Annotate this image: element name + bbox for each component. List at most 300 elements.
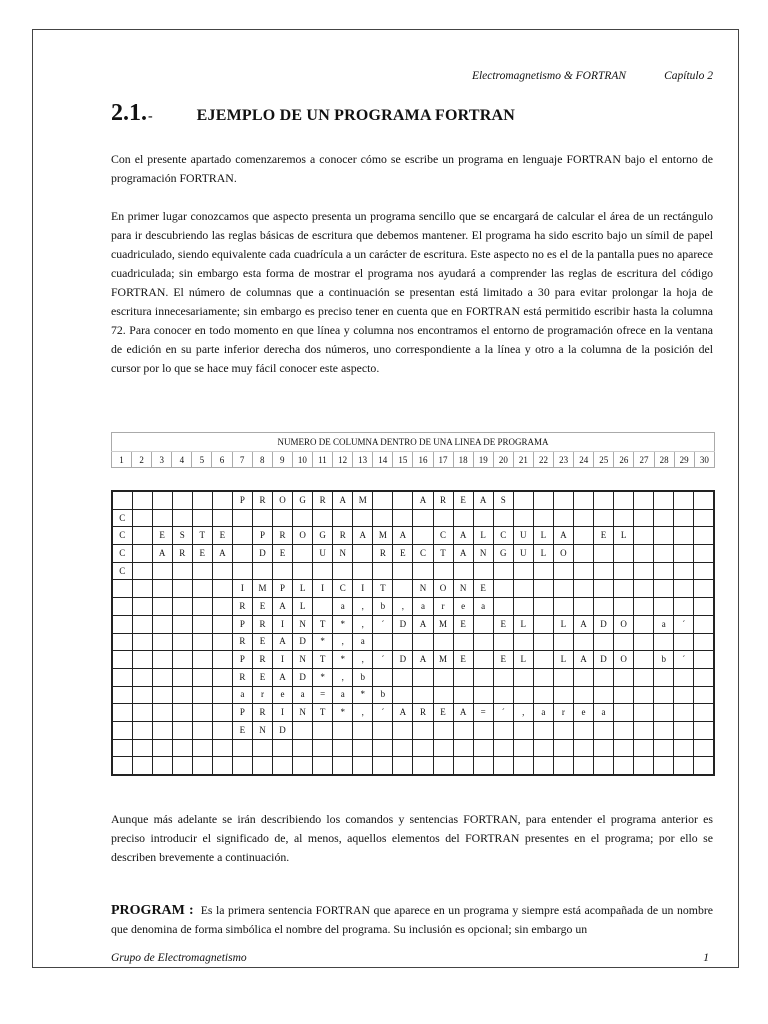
- grid-cell: [654, 545, 674, 563]
- grid-cell: [513, 721, 533, 739]
- grid-cell: ,: [333, 633, 353, 651]
- grid-cell: N: [252, 721, 272, 739]
- column-number: 10: [292, 452, 312, 468]
- grid-cell: [132, 668, 152, 686]
- grid-cell: [313, 721, 333, 739]
- grid-cell: [413, 739, 433, 757]
- grid-cell: [393, 580, 413, 598]
- grid-cell: [212, 598, 232, 616]
- grid-cell: ,: [353, 651, 373, 669]
- grid-cell: [674, 527, 694, 545]
- grid-cell: O: [433, 580, 453, 598]
- grid-cell: E: [433, 704, 453, 722]
- column-number: 30: [694, 452, 714, 468]
- grid-cell: [634, 686, 654, 704]
- grid-cell: A: [473, 491, 493, 509]
- grid-cell: [513, 686, 533, 704]
- column-number: 22: [533, 452, 553, 468]
- grid-cell: [132, 615, 152, 633]
- grid-cell: [192, 739, 212, 757]
- grid-cell: [212, 580, 232, 598]
- grid-cell: [594, 739, 614, 757]
- grid-cell: [172, 668, 192, 686]
- grid-cell: U: [513, 545, 533, 563]
- grid-cell: *: [313, 668, 333, 686]
- grid-cell: b: [654, 651, 674, 669]
- grid-cell: [513, 491, 533, 509]
- grid-cell: [654, 491, 674, 509]
- grid-cell: [212, 721, 232, 739]
- grid-cell: [573, 562, 593, 580]
- grid-cell: A: [453, 704, 473, 722]
- grid-cell: [594, 633, 614, 651]
- grid-row: [112, 545, 714, 563]
- grid-cell: [112, 721, 132, 739]
- grid-cell: [573, 633, 593, 651]
- grid-cell: E: [594, 527, 614, 545]
- grid-row: [112, 704, 714, 722]
- grid-cell: [614, 580, 634, 598]
- grid-cell: a: [353, 633, 373, 651]
- grid-cell: [192, 509, 212, 527]
- grid-cell: [513, 757, 533, 775]
- grid-cell: C: [333, 580, 353, 598]
- grid-cell: [573, 757, 593, 775]
- grid-cell: C: [112, 527, 132, 545]
- grid-cell: [694, 668, 714, 686]
- grid-cell: [373, 721, 393, 739]
- grid-cell: [132, 651, 152, 669]
- intro-paragraph: Con el presente apartado comenzaremos a conocer cómo se escribe un programa en lenguaje FORTRAN bajo el entorno de programación FORTRAN.: [111, 152, 713, 185]
- grid-cell: T: [373, 580, 393, 598]
- column-number: 13: [353, 452, 373, 468]
- column-number: 25: [594, 452, 614, 468]
- section-title: EJEMPLO DE UN PROGRAMA FORTRAN: [196, 107, 515, 124]
- grid-cell: [453, 633, 473, 651]
- grid-cell: [594, 757, 614, 775]
- grid-cell: [634, 651, 654, 669]
- grid-cell: [453, 509, 473, 527]
- grid-cell: [132, 739, 152, 757]
- grid-cell: [614, 491, 634, 509]
- grid-cell: [674, 598, 694, 616]
- grid-cell: [493, 757, 513, 775]
- grid-cell: [413, 686, 433, 704]
- grid-cell: [533, 739, 553, 757]
- grid-cell: [172, 580, 192, 598]
- grid-cell: L: [473, 527, 493, 545]
- section-dash: -: [148, 109, 153, 124]
- grid-cell: [212, 615, 232, 633]
- explanation-paragraph: Aunque más adelante se irán describiendo los comandos y sentencias FORTRAN, para entender el programa anterior es preciso introducir el significado de, al menos, aquellos elementos del FORTRAN presentes en el programa; por ello se describen brevemente a continuación.: [111, 812, 713, 864]
- grid-cell: [152, 686, 172, 704]
- grid-cell: [674, 721, 694, 739]
- grid-cell: [473, 757, 493, 775]
- grid-cell: [433, 668, 453, 686]
- grid-cell: D: [273, 721, 293, 739]
- grid-cell: [112, 580, 132, 598]
- grid-cell: L: [513, 651, 533, 669]
- grid-cell: [313, 757, 333, 775]
- grid-cell: [132, 598, 152, 616]
- grid-cell: P: [232, 704, 252, 722]
- grid-cell: [293, 562, 313, 580]
- grid-cell: S: [493, 491, 513, 509]
- grid-row: [112, 651, 714, 669]
- grid-cell: [533, 615, 553, 633]
- grid-cell: [373, 633, 393, 651]
- grid-row: [112, 739, 714, 757]
- grid-cell: e: [273, 686, 293, 704]
- grid-cell: E: [192, 545, 212, 563]
- grid-cell: [132, 580, 152, 598]
- grid-cell: a: [413, 598, 433, 616]
- grid-cell: [152, 633, 172, 651]
- grid-cell: O: [273, 491, 293, 509]
- grid-cell: L: [553, 651, 573, 669]
- grid-cell: a: [594, 704, 614, 722]
- grid-cell: A: [273, 598, 293, 616]
- grid-cell: r: [252, 686, 272, 704]
- grid-cell: [694, 757, 714, 775]
- grid-cell: [473, 615, 493, 633]
- grid-cell: R: [373, 545, 393, 563]
- grid-cell: *: [333, 615, 353, 633]
- grid-cell: [674, 739, 694, 757]
- grid-cell: R: [252, 651, 272, 669]
- grid-cell: A: [413, 491, 433, 509]
- grid-cell: R: [252, 615, 272, 633]
- grid-cell: [373, 739, 393, 757]
- grid-cell: [573, 545, 593, 563]
- page-footer: [111, 952, 709, 964]
- grid-cell: *: [313, 633, 333, 651]
- grid-cell: [674, 545, 694, 563]
- grid-cell: [353, 757, 373, 775]
- grid-cell: R: [333, 527, 353, 545]
- grid-cell: [112, 739, 132, 757]
- grid-cell: [232, 757, 252, 775]
- grid-cell: E: [493, 651, 513, 669]
- grid-cell: [634, 668, 654, 686]
- column-number: 23: [554, 452, 574, 468]
- grid-cell: [152, 704, 172, 722]
- grid-cell: R: [313, 491, 333, 509]
- grid-cell: [353, 562, 373, 580]
- grid-cell: [614, 686, 634, 704]
- column-numbers-row: [112, 452, 715, 468]
- grid-cell: *: [353, 686, 373, 704]
- grid-row: [112, 668, 714, 686]
- grid-cell: N: [293, 704, 313, 722]
- grid-cell: [413, 527, 433, 545]
- grid-cell: [132, 757, 152, 775]
- grid-cell: C: [413, 545, 433, 563]
- grid-cell: [273, 757, 293, 775]
- grid-cell: [212, 509, 232, 527]
- grid-cell: [573, 580, 593, 598]
- grid-cell: [433, 739, 453, 757]
- grid-cell: [393, 721, 413, 739]
- grid-cell: [614, 598, 634, 616]
- grid-cell: [553, 633, 573, 651]
- grid-cell: =: [473, 704, 493, 722]
- grid-cell: [553, 686, 573, 704]
- grid-cell: [172, 757, 192, 775]
- grid-cell: [533, 598, 553, 616]
- grid-cell: [212, 739, 232, 757]
- grid-cell: [533, 633, 553, 651]
- grid-cell: [252, 562, 272, 580]
- grid-cell: L: [293, 580, 313, 598]
- grid-cell: [252, 739, 272, 757]
- grid-cell: P: [232, 491, 252, 509]
- grid-row: [112, 598, 714, 616]
- grid-cell: A: [453, 527, 473, 545]
- grid-cell: [694, 721, 714, 739]
- grid-cell: C: [112, 562, 132, 580]
- running-header: [472, 70, 713, 82]
- grid-cell: [192, 668, 212, 686]
- grid-cell: R: [252, 491, 272, 509]
- grid-cell: [674, 509, 694, 527]
- grid-cell: [513, 668, 533, 686]
- grid-cell: [694, 651, 714, 669]
- grid-cell: [393, 739, 413, 757]
- grid-cell: [192, 580, 212, 598]
- grid-cell: [674, 491, 694, 509]
- column-number: 19: [473, 452, 493, 468]
- grid-cell: I: [273, 651, 293, 669]
- grid-cell: A: [273, 633, 293, 651]
- grid-cell: [152, 491, 172, 509]
- header-chapter: Capítulo 2: [664, 70, 713, 82]
- grid-cell: [493, 686, 513, 704]
- grid-cell: [132, 509, 152, 527]
- grid-cell: [553, 562, 573, 580]
- grid-cell: T: [313, 651, 333, 669]
- grid-cell: [373, 509, 393, 527]
- grid-cell: [573, 509, 593, 527]
- grid-cell: D: [252, 545, 272, 563]
- grid-cell: [634, 757, 654, 775]
- grid-cell: I: [273, 704, 293, 722]
- grid-cell: [353, 545, 373, 563]
- grid-cell: R: [232, 633, 252, 651]
- grid-cell: [473, 651, 493, 669]
- grid-cell: [573, 491, 593, 509]
- grid-cell: [694, 562, 714, 580]
- grid-cell: [634, 739, 654, 757]
- grid-cell: M: [373, 527, 393, 545]
- grid-cell: ´: [373, 615, 393, 633]
- grid-cell: R: [232, 598, 252, 616]
- column-number: 24: [574, 452, 594, 468]
- grid-cell: [654, 757, 674, 775]
- grid-cell: [674, 686, 694, 704]
- grid-cell: [273, 562, 293, 580]
- grid-cell: E: [453, 615, 473, 633]
- grid-cell: E: [273, 545, 293, 563]
- column-number: 17: [433, 452, 453, 468]
- grid-cell: [533, 491, 553, 509]
- grid-cell: E: [473, 580, 493, 598]
- grid-cell: L: [293, 598, 313, 616]
- column-number: 21: [513, 452, 533, 468]
- grid-cell: [674, 757, 694, 775]
- grid-cell: [654, 633, 674, 651]
- grid-cell: [333, 721, 353, 739]
- grid-cell: G: [313, 527, 333, 545]
- grid-cell: [152, 668, 172, 686]
- grid-cell: [553, 598, 573, 616]
- grid-cell: [212, 491, 232, 509]
- grid-cell: [594, 721, 614, 739]
- grid-cell: [634, 509, 654, 527]
- grid-cell: [152, 598, 172, 616]
- grid-cell: E: [252, 598, 272, 616]
- grid-cell: T: [433, 545, 453, 563]
- grid-cell: [112, 633, 132, 651]
- grid-cell: a: [654, 615, 674, 633]
- grid-cell: T: [313, 615, 333, 633]
- grid-cell: P: [273, 580, 293, 598]
- grid-cell: [192, 686, 212, 704]
- column-number: 14: [373, 452, 393, 468]
- grid-cell: [654, 686, 674, 704]
- grid-cell: E: [152, 527, 172, 545]
- grid-cell: [573, 739, 593, 757]
- grid-cell: C: [112, 545, 132, 563]
- grid-cell: [152, 509, 172, 527]
- grid-cell: [273, 509, 293, 527]
- grid-cell: O: [614, 651, 634, 669]
- grid-cell: [553, 668, 573, 686]
- grid-cell: [674, 704, 694, 722]
- grid-cell: [413, 562, 433, 580]
- grid-cell: [433, 633, 453, 651]
- grid-cell: r: [433, 598, 453, 616]
- grid-cell: [112, 615, 132, 633]
- grid-cell: [453, 668, 473, 686]
- grid-cell: [293, 757, 313, 775]
- grid-cell: [553, 721, 573, 739]
- grid-row: [112, 562, 714, 580]
- grid-cell: [192, 651, 212, 669]
- grid-cell: a: [533, 704, 553, 722]
- grid-cell: N: [293, 651, 313, 669]
- grid-cell: [192, 598, 212, 616]
- grid-cell: [192, 721, 212, 739]
- grid-cell: [453, 757, 473, 775]
- grid-cell: [694, 598, 714, 616]
- grid-cell: [112, 491, 132, 509]
- grid-cell: O: [614, 615, 634, 633]
- column-number: 6: [212, 452, 232, 468]
- program-keyword-description: Es la primera sentencia FORTRAN que aparece en un programa y siempre está acompañada de un nombre que denomina de forma simbólica el nombre del programa. Su inclusión es opcional; sin embargo un: [111, 903, 714, 936]
- grid-cell: [112, 686, 132, 704]
- grid-row: [112, 509, 714, 527]
- grid-cell: a: [333, 686, 353, 704]
- grid-cell: [573, 721, 593, 739]
- grid-cell: A: [393, 527, 413, 545]
- grid-row: [112, 491, 714, 509]
- grid-cell: [533, 757, 553, 775]
- grid-cell: [313, 598, 333, 616]
- grid-cell: [513, 509, 533, 527]
- grid-cell: A: [553, 527, 573, 545]
- grid-cell: D: [594, 651, 614, 669]
- grid-cell: [493, 580, 513, 598]
- grid-cell: [513, 580, 533, 598]
- grid-cell: [634, 562, 654, 580]
- grid-cell: [172, 704, 192, 722]
- grid-cell: E: [393, 545, 413, 563]
- grid-cell: R: [433, 491, 453, 509]
- grid-cell: [473, 739, 493, 757]
- grid-cell: [594, 491, 614, 509]
- grid-cell: R: [413, 704, 433, 722]
- grid-cell: [453, 721, 473, 739]
- grid-row: [112, 527, 714, 545]
- grid-cell: [553, 580, 573, 598]
- header-book-title: Electromagnetismo & FORTRAN: [471, 70, 627, 82]
- grid-cell: ´: [373, 704, 393, 722]
- grid-cell: N: [473, 545, 493, 563]
- column-number: 5: [192, 452, 212, 468]
- grid-cell: [152, 757, 172, 775]
- grid-cell: [132, 686, 152, 704]
- grid-cell: [694, 615, 714, 633]
- grid-cell: [573, 668, 593, 686]
- grid-cell: [694, 686, 714, 704]
- grid-cell: [112, 651, 132, 669]
- grid-cell: [674, 580, 694, 598]
- grid-cell: R: [252, 704, 272, 722]
- grid-cell: [533, 509, 553, 527]
- grid-cell: [674, 562, 694, 580]
- grid-row: [112, 686, 714, 704]
- grid-cell: [313, 739, 333, 757]
- grid-cell: [594, 598, 614, 616]
- column-number-header: [111, 432, 715, 468]
- grid-cell: [553, 739, 573, 757]
- grid-cell: R: [172, 545, 192, 563]
- grid-cell: [252, 509, 272, 527]
- grid-cell: [413, 509, 433, 527]
- grid-cell: [373, 562, 393, 580]
- grid-cell: [694, 527, 714, 545]
- grid-cell: [493, 509, 513, 527]
- grid-cell: [212, 757, 232, 775]
- grid-row: [112, 757, 714, 775]
- grid-cell: [453, 686, 473, 704]
- grid-cell: [152, 739, 172, 757]
- grid-cell: b: [353, 668, 373, 686]
- grid-cell: [594, 686, 614, 704]
- column-number: 3: [152, 452, 172, 468]
- grid-cell: [172, 491, 192, 509]
- grid-cell: ,: [513, 704, 533, 722]
- grid-cell: A: [212, 545, 232, 563]
- grid-cell: D: [293, 633, 313, 651]
- grid-cell: [132, 545, 152, 563]
- grid-cell: [533, 651, 553, 669]
- grid-cell: [694, 491, 714, 509]
- column-number: 27: [634, 452, 654, 468]
- grid-cell: [172, 633, 192, 651]
- grid-cell: [172, 598, 192, 616]
